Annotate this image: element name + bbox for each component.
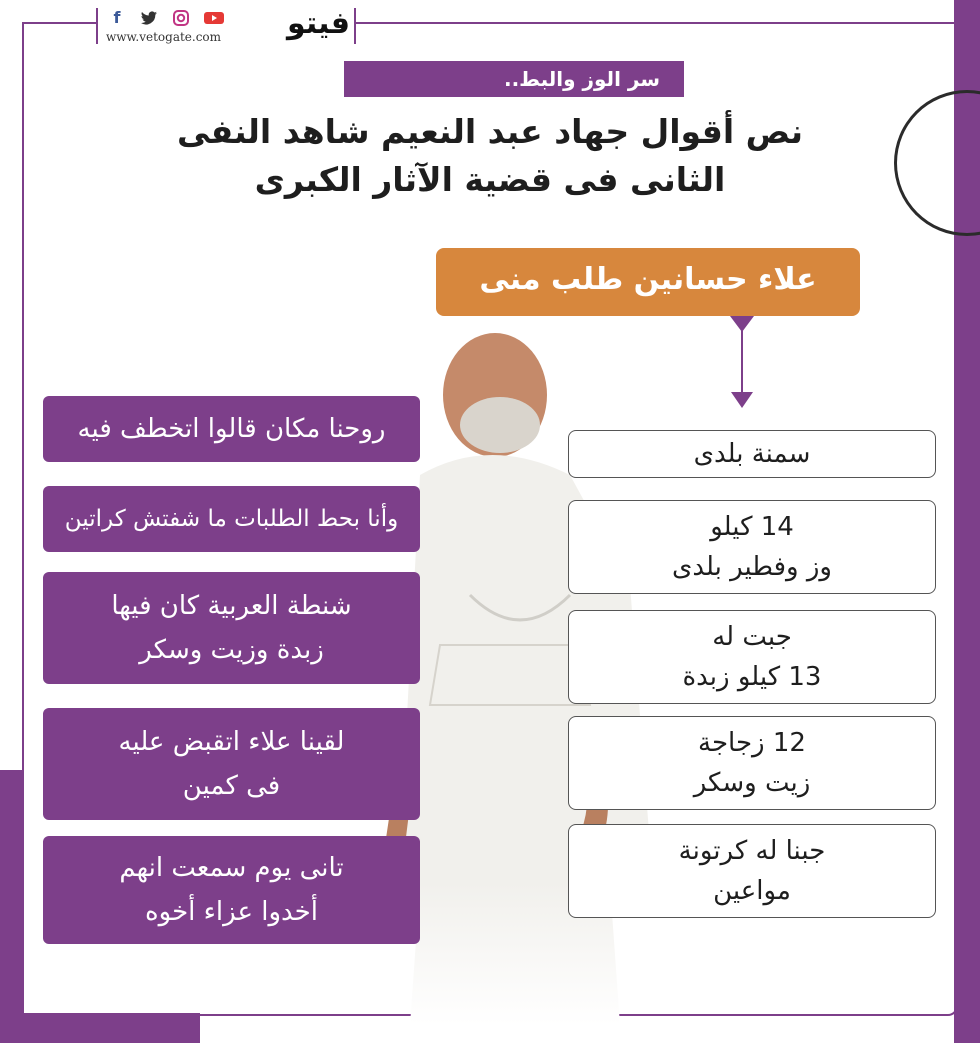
item-box-3 bbox=[568, 610, 936, 704]
item-1-line-1: سمنة بلدى bbox=[693, 439, 811, 469]
facebook-icon[interactable]: f bbox=[113, 8, 121, 27]
youtube-icon[interactable] bbox=[204, 10, 222, 26]
twitter-icon[interactable] bbox=[140, 10, 158, 26]
item-box-4 bbox=[568, 716, 936, 810]
page-title bbox=[150, 108, 830, 204]
site-header bbox=[96, 4, 356, 48]
statement-1-line-1: روحنا مكان قالوا اتخطف فيه bbox=[77, 414, 386, 444]
bottom-purple-band bbox=[0, 1013, 200, 1043]
instagram-icon[interactable] bbox=[172, 10, 190, 26]
kicker-label: سر الوز والبط.. bbox=[344, 61, 684, 97]
left-purple-band bbox=[0, 770, 22, 1043]
statement-box-5 bbox=[43, 836, 420, 944]
item-3-line-2: 13 كيلو زبدة bbox=[682, 662, 822, 692]
item-box-5 bbox=[568, 824, 936, 918]
title-line-2: الثانى فى قضية الآثار الكبرى bbox=[254, 160, 726, 199]
arrow-down-icon bbox=[731, 392, 753, 408]
item-2-line-2: وز وفطير بلدى bbox=[672, 552, 832, 582]
statement-2-line-1: وأنا بحط الطلبات ما شفتش كراتين bbox=[64, 506, 399, 532]
item-2-line-1: 14 كيلو bbox=[710, 512, 794, 542]
statement-3-line-2: زبدة وزيت وسكر bbox=[139, 635, 324, 665]
social-links bbox=[108, 10, 222, 26]
frame-top-left-line bbox=[22, 22, 96, 24]
frame-top-right-line bbox=[356, 22, 956, 24]
subhead-banner: علاء حسانين طلب منى bbox=[436, 248, 860, 316]
statement-box-2 bbox=[43, 486, 420, 552]
item-box-2 bbox=[568, 500, 936, 594]
item-box-1 bbox=[568, 430, 936, 478]
statement-3-line-1: شنطة العربية كان فيها bbox=[111, 591, 352, 621]
site-url[interactable]: www.vetogate.com bbox=[106, 30, 222, 44]
statement-box-4 bbox=[43, 708, 420, 820]
statement-5-line-2: أخدوا عزاء أخوه bbox=[145, 897, 318, 927]
statement-4-line-1: لقينا علاء اتقبض عليه bbox=[118, 727, 345, 757]
statement-box-3 bbox=[43, 572, 420, 684]
title-line-1: نص أقوال جهاد عبد النعيم شاهد النفى bbox=[176, 112, 804, 151]
item-4-line-1: 12 زجاجة bbox=[698, 728, 806, 758]
item-4-line-2: زيت وسكر bbox=[693, 768, 811, 798]
site-logo[interactable]: فيتو bbox=[287, 6, 350, 41]
statement-5-line-1: تانى يوم سمعت انهم bbox=[119, 853, 344, 883]
item-3-line-1: جبت له bbox=[712, 622, 792, 652]
arrow-line bbox=[741, 316, 743, 396]
item-5-line-2: مواعين bbox=[713, 876, 791, 906]
statement-box-1 bbox=[43, 396, 420, 462]
item-5-line-1: جبنا له كرتونة bbox=[678, 836, 826, 866]
statement-4-line-2: فى كمين bbox=[182, 771, 281, 801]
